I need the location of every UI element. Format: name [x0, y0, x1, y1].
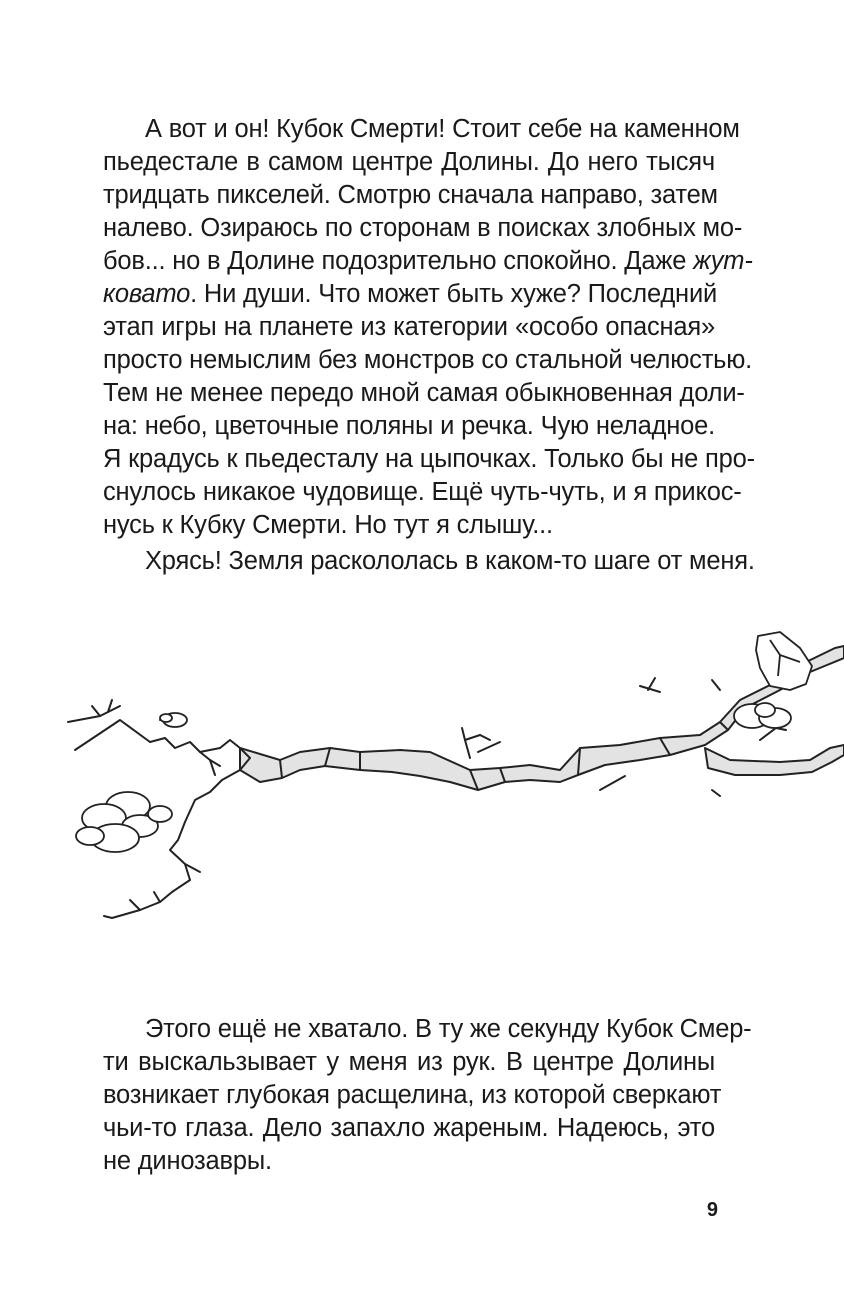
- text-line: снулось никакое чудовище. Ещё чуть-чуть, и я прикос-: [103, 478, 742, 506]
- text-line: налево. Озираюсь по сторонам в поисках злобных мо-: [103, 214, 743, 242]
- text-line: А вот и он! Кубок Смерти! Стоит себе на каменном: [145, 115, 740, 143]
- text-line: не динозавры.: [103, 1147, 272, 1175]
- italic-word: ковато: [103, 280, 191, 308]
- text-line: ти выскальзывает у меня из рук. В центре Долины: [103, 1048, 715, 1076]
- italic-word: жут-: [693, 247, 753, 275]
- text-line: просто немыслим без монстров со стальной челюстью.: [103, 346, 753, 374]
- text-line: чьи-то глаза. Дело запахло жареным. Надеюсь, это: [103, 1114, 715, 1142]
- text-line: Этого ещё не хватало. В ту же секунду Кубок Смер-: [145, 1015, 752, 1043]
- text-line: тридцать пикселей. Смотрю сначала направо, затем: [103, 181, 718, 209]
- text-line: нусь к Кубку Смерти. Но тут я слышу...: [103, 511, 553, 539]
- text-line-with-italic: [103, 278, 718, 311]
- text-line: Я крадусь к пьедесталу на цыпочках. Только бы не про-: [103, 445, 755, 473]
- text-line: на: небо, цветочные поляны и речка. Чую неладное.: [103, 412, 715, 440]
- text-line: Хрясь! Земля раскололась в каком-то шаге от меня.: [145, 547, 755, 575]
- text-line: Тем не менее передо мной самая обыкновенная доли-: [103, 379, 745, 407]
- text-line-with-italic: [103, 245, 753, 278]
- text-line: пьедестале в самом центре Долины. До него тысяч: [103, 148, 715, 176]
- text-line: возникает глубокая расщелина, из которой сверкают: [103, 1081, 722, 1109]
- text-line: этап игры на планете из категории «особо опасная»: [103, 313, 715, 341]
- page-number: 9: [706, 1199, 718, 1221]
- ground-crack-illustration: [0, 620, 844, 930]
- text-segment: бов... но в Долине подозрительно спокойно. Даже: [103, 247, 694, 275]
- text-segment: . Ни души. Что может быть хуже? Последний: [190, 280, 718, 308]
